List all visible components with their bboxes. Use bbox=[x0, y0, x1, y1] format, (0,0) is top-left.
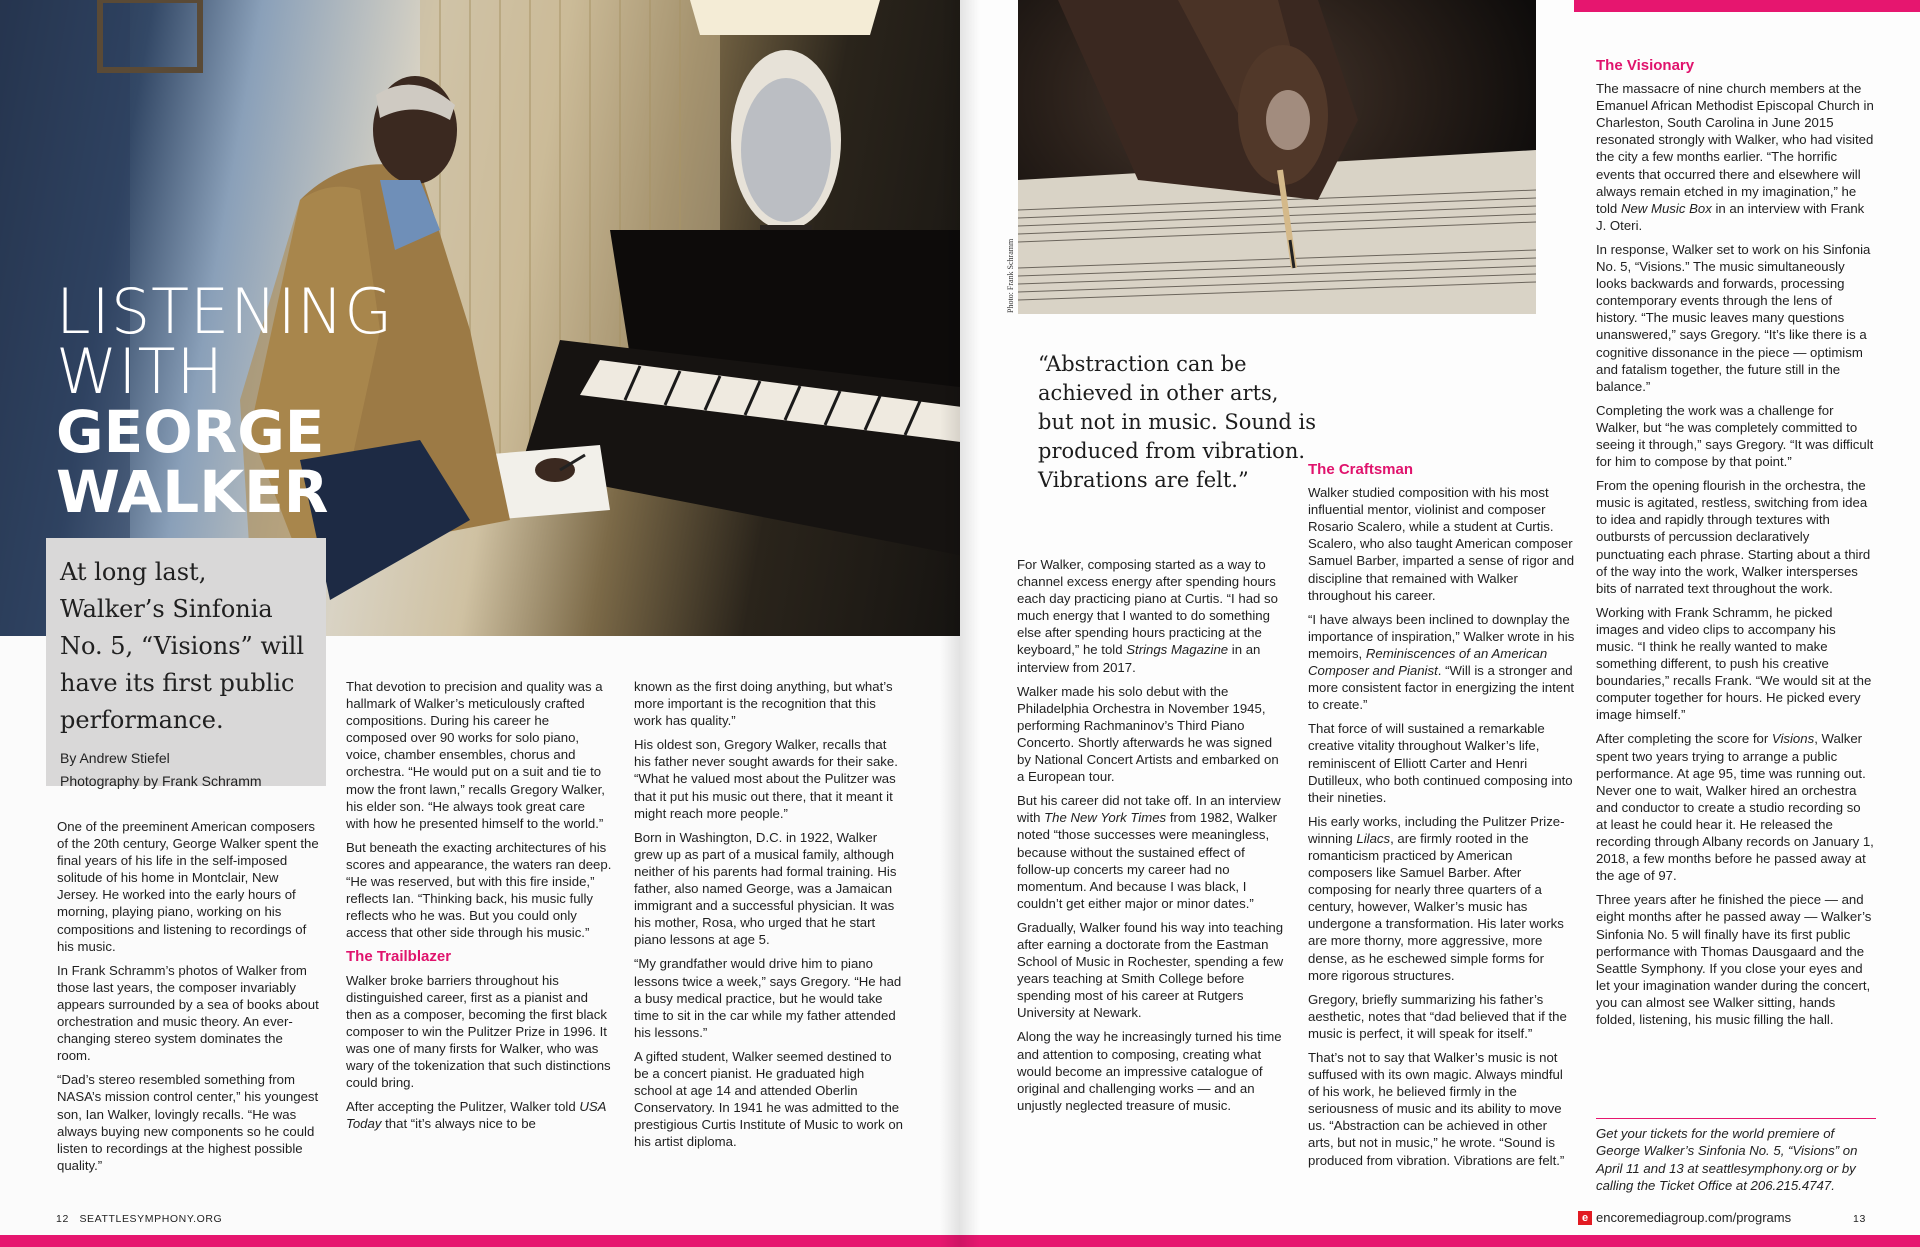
hands-photo-illustration bbox=[1018, 0, 1536, 314]
paragraph: Completing the work was a challenge for Walker, but “he was completely committed to seeing it through,” says Gregory. “It was difficult for him to compose by that point.” bbox=[1596, 402, 1874, 470]
hands-photo bbox=[1018, 0, 1536, 314]
accent-bar bbox=[0, 1235, 960, 1247]
paragraph: “Dad’s stereo resembled something from NASA’s mission control center,” his youngest son, Ian Walker, lovingly recalls. “He was always buying new components so he could listen to recordings at the highest possible quality.” bbox=[57, 1072, 319, 1173]
paragraph: Three years after he finished the piece — and eight months after he passed away — Walker’s Sinfonia No. 5 will finally have its first public performance with Thomas Dausgaard and the Seattle Symphony. If you close your eyes and let your imagination wander during the concert, you can almost see Walker sitting, hands folded, listening, his music filling the hall. bbox=[1596, 892, 1872, 1027]
paragraph: But beneath the exacting architectures of his scores and appearance, the waters ran deep. “He was reserved, but with this fire inside,” reflects Ian. “Thinking back, his music fully reflects who he was. But you could only access that other side through his music.” bbox=[346, 839, 612, 941]
photography-credit: Photography by Frank Schramm bbox=[60, 773, 262, 789]
headline-line-4: WALKER bbox=[56, 458, 329, 526]
left-column-1 bbox=[57, 818, 319, 1181]
paragraph: But his career did not take off. In an interview with The New York Times from 1982, Walker noted “those successes were meaningless, because without the sustained effect of follow-up concerts my career had no momentum. And because I was black, I couldn’t get either major or minor dates.” bbox=[1017, 793, 1281, 911]
section-heading-visionary: The Visionary bbox=[1596, 57, 1695, 74]
hands-photo-credit: Photo: Frank Schramm bbox=[1006, 238, 1015, 313]
paragraph: After completing the score for Visions, Walker spent two years trying to arrange a public performance. At age 95, time was running out. Never one to wait, Walker hired an orchestra and conductor to create a studio recording so at least he could hear it. He released the recording through Albany records on January 1, 2018, a few months before he passed away at the age of 97. bbox=[1596, 731, 1874, 884]
paragraph: known as the first doing anything, but what’s more important is the recognition that this work has quality.” bbox=[634, 679, 893, 729]
site-name: SEATTLESYMPHONY.ORG bbox=[79, 1213, 223, 1225]
paragraph: From the opening flourish in the orchestra, the music is agitated, restless, switching from idea to idea and rapidly through textures with outbursts of percussion declaratively punctuating each phrase. Starting about a third of the way into the work, Walker intersperses bits of narrated text throughout the work. bbox=[1596, 478, 1871, 596]
headline-line-3: GEORGE bbox=[56, 398, 325, 466]
deck-lead: At long last, Walker’s Sinfonia No. 5, “Visions” will have its first public performance. bbox=[60, 558, 305, 734]
paragraph: That devotion to precision and quality was a hallmark of Walker’s meticulously crafted compositions. During his career he composed over 90 works for solo piano, voice, chamber ensembles, chorus and orchestra. “He would put on a suit and tie to mow the front lawn,” recalls Gregory Walker, his elder son. “He always took great care with how he presented himself to the world.” bbox=[346, 679, 605, 831]
paragraph: His early works, including the Pulitzer Prize-winning Lilacs, are firmly rooted in the romanticism practiced by American composers like Samuel Barber. After composing for nearly three quarters of a century, however, Walker’s music has undergone a transformation. His later works are more thorny, more aggressive, more dense, as he eschewed simple forms for more rigorous structures. bbox=[1308, 813, 1565, 983]
right-column-2 bbox=[1308, 458, 1576, 1176]
paragraph: That force of will sustained a remarkable creative vitality throughout Walker’s life, reminiscent of Elliott Carter and Henri Dutilleux, who both continued composing into their nineties. bbox=[1308, 721, 1573, 805]
page-number: 12 bbox=[56, 1213, 69, 1225]
paragraph: The massacre of nine church members at the Emanuel African Methodist Episcopal Church in Charleston, South Carolina in June 2015 resonated strongly with Walker, who had visited the city a few months earlier. “The horrific events that occurred there and elsewhere will always remain etched in my imagination,” he told New Music Box in an interview with Frank J. Oteri. bbox=[1596, 81, 1874, 233]
ticket-note: Get your tickets for the world premiere of George Walker’s Sinfonia No. 5, “Visions” on April 11 and 13 at seattlesymphony.org or by calling the Ticket Office at 206.215.4747. bbox=[1596, 1118, 1876, 1194]
paragraph: Walker broke barriers throughout his distinguished career, first as a pianist and then as a composer, becoming the first black composer to win the Pulitzer Prize in 1996. It was one of many firsts for Walker, who was wary of the tokenization that such distinctions could bring. bbox=[346, 972, 611, 1091]
right-column-3 bbox=[1596, 54, 1874, 1035]
paragraph: In Frank Schramm’s photos of Walker from those last years, the composer invariably appears surrounded by a sea of books about orchestration and music theory. An ever-changing stereo system dominates the room. bbox=[57, 962, 319, 1064]
paragraph: “I have always been inclined to downplay the importance of inspiration,” Walker wrote in his memoirs, Reminiscences of an American Composer and Pianist. “Will is a stronger and more consistent factor in energizing the intent to create.” bbox=[1308, 611, 1575, 713]
encore-logo-icon: e bbox=[1578, 1211, 1592, 1225]
paragraph: A gifted student, Walker seemed destined to be a concert pianist. He graduated high school at age 14 and attended Oberlin Conservatory. In 1941 he was admitted to the prestigious Curtis Institute of Music to work on his artist diploma. bbox=[634, 1048, 903, 1150]
page-number: 13 bbox=[1853, 1213, 1866, 1225]
headline-line-2: WITH bbox=[56, 335, 225, 408]
paragraph: “My grandfather would drive him to piano lessons twice a week,” says Gregory. “He had a busy medical practice, but he would take time to sit in the car while my father attended his lessons.” bbox=[634, 956, 902, 1040]
paragraph: His oldest son, Gregory Walker, recalls that his father never sought awards for their sake. “What he valued most about the Pulitzer was that it put his music out there, that it meant it might reach more people.” bbox=[634, 737, 898, 821]
left-column-3 bbox=[634, 678, 904, 1157]
article-headline bbox=[56, 275, 394, 526]
paragraph: One of the preeminent American composers of the 20th century, George Walker spent the final years of his life in the self-imposed solitude of his home in Montclair, New Jersey. He worked into the early hours of morning, playing piano, working on his compositions and listening to recordings of his music. bbox=[57, 819, 319, 954]
right-page bbox=[960, 0, 1920, 1247]
publisher-url[interactable]: encoremediagroup.com/programs bbox=[1596, 1210, 1792, 1225]
section-heading-craftsman: The Craftsman bbox=[1308, 461, 1414, 478]
paragraph: For Walker, composing started as a way to channel excess energy after spending hours each day practicing piano at Curtis. “I had so much energy that I wanted to do something else after spending hours practicing at the keyboard,” he told Strings Magazine in an interview from 2017. bbox=[1017, 557, 1278, 675]
headline-line-1: LISTENING bbox=[56, 275, 394, 348]
paragraph: Gregory, briefly summarizing his father’s aesthetic, notes that “dad believed that if the music is perfect, it will speak for itself.” bbox=[1308, 991, 1567, 1041]
paragraph: That’s not to say that Walker’s music is not suffused with its own magic. Always mindful of his work, he believed firmly in the seriousness of music and its ability to move us. “Abstraction can be achieved in other arts, but not in music,” he wrote. “Sound is produced from vibration. Vibrations are felt.” bbox=[1308, 1050, 1565, 1168]
paragraph: Walker made his solo debut with the Philadelphia Orchestra in November 1945, performing Rachmaninov’s Third Piano Concerto. Shortly afterwards he was signed by National Concert Artists and embarked on a European tour. bbox=[1017, 683, 1279, 785]
paragraph: Working with Frank Schramm, he picked images and video clips to accompany his music. “I think he really wanted to make something different, to push his creative boundaries,” recalls Frank. “We would sit at the computer together for hours. He picked every image himself.” bbox=[1596, 604, 1872, 723]
left-folio bbox=[56, 1213, 222, 1225]
paragraph: In response, Walker set to work on his Sinfonia No. 5, “Visions.” The music simultaneously looks backwards and forwards, processing contemporary events through the lens of history. “The music leaves many questions unanswered,” says Gregory. “It’s like there is a cognitive dissonance in the piece — optimism and fatalism together, the future still in the balance.” bbox=[1596, 241, 1871, 394]
deck-box bbox=[46, 538, 326, 789]
left-column-2 bbox=[346, 678, 612, 1139]
byline: By Andrew Stiefel bbox=[60, 750, 170, 766]
section-heading-trailblazer: The Trailblazer bbox=[346, 948, 452, 966]
accent-bar bbox=[960, 1235, 1920, 1247]
right-folio bbox=[1853, 1213, 1866, 1225]
paragraph: Born in Washington, D.C. in 1922, Walker grew up as part of a musical family, although neither of his parents had formal training. His father, also named George, was a Jamaican immigrant and a successful physician. It was his mother, Rosa, who urged that he start piano lessons at age 5. bbox=[634, 829, 897, 948]
accent-bar-top bbox=[1574, 0, 1920, 12]
paragraph: After accepting the Pulitzer, Walker told USA Today that “it’s always nice to be bbox=[346, 1099, 606, 1132]
paragraph: Walker studied composition with his most influential mentor, violinist and composer Rosario Scalero, while a student at Curtis. Scalero, who also taught American composer Samuel Barber, imparted a sense of rigor and discipline that remained with Walker throughout his career. bbox=[1308, 485, 1575, 603]
paragraph: Along the way he increasingly turned his time and attention to composing, creating what would become an impressive catalogue of original and challenging works — and an unjustly neglected treasure of music. bbox=[1017, 1029, 1282, 1113]
paragraph: Gradually, Walker found his way into teaching after earning a doctorate from the Eastman School of Music in Rochester, spending a few years teaching at Smith College before spending most of his career at Rutgers University at Newark. bbox=[1017, 919, 1284, 1021]
right-column-1 bbox=[1017, 556, 1285, 1121]
publisher-brand bbox=[1578, 1210, 1791, 1225]
pull-quote: “Abstraction can be achieved in other arts, but not in music. Sound is produced from vibration. Vibrations are felt.” bbox=[1038, 352, 1317, 492]
